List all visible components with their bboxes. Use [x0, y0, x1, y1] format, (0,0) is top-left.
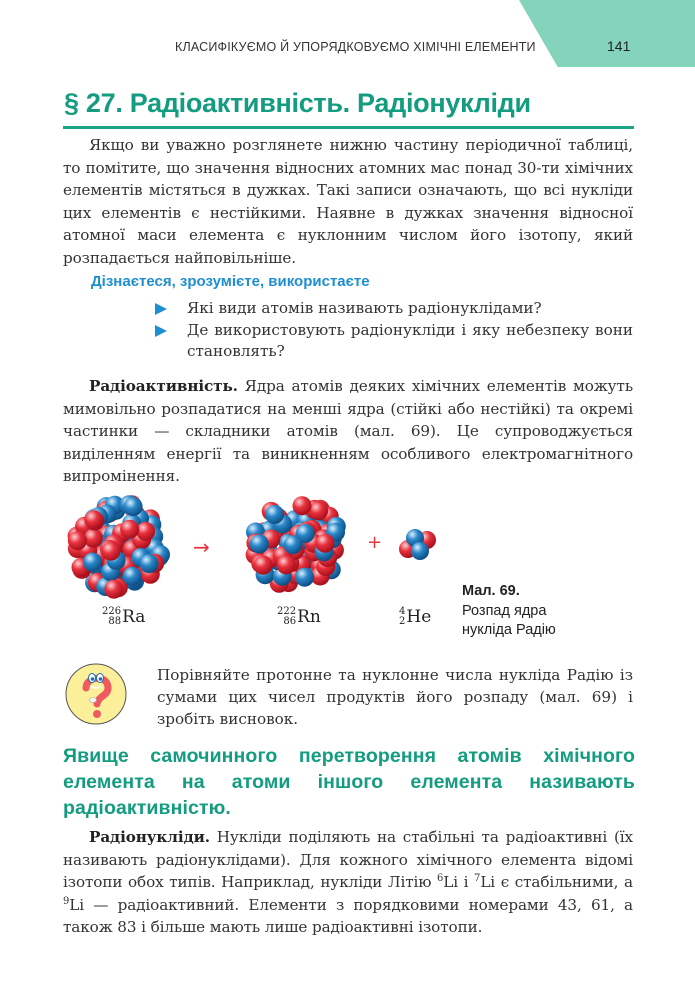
neutron: [250, 535, 269, 554]
helium-nucleus-illustration: [398, 527, 438, 562]
isotope-symbol: Li: [480, 873, 496, 891]
proton: [316, 534, 335, 553]
text-segment: є стабільними, а: [495, 873, 633, 891]
radioactivity-text: Ядра атомів деяких хімічних елементів можуть мимовільно розпадатися на менші ядра (стійкі або нестійкі) та окремі частинки — складники атомів (мал. 69). Це супроводжується виділенням енергії та виникненням особливого електромагнітного випромінення.: [63, 377, 633, 485]
proton: [104, 580, 123, 599]
radon-nucleus-illustration: [242, 491, 352, 601]
element-symbol: Rn: [297, 607, 321, 627]
definition-statement: Явище самочинного перетворення атомів хімічного елемента на атоми іншого елемента називають радіоактивністю.: [63, 745, 635, 819]
neutron: [411, 542, 429, 560]
caption-line: нукліда Радію: [462, 622, 556, 638]
neutron: [265, 505, 284, 524]
learning-goal-item: [153, 320, 633, 363]
learning-goal-item: [153, 298, 633, 320]
nuclide-label-ra: [102, 607, 145, 627]
section-title: § 27. Радіоактивність. Радіонукліди: [64, 88, 531, 118]
title-underline: [63, 126, 634, 129]
learning-goal-text: Які види атомів називають радіонуклідами?: [187, 299, 542, 317]
nuclide-label-he: [399, 607, 431, 627]
proton: [293, 496, 312, 515]
neutron: [83, 553, 102, 572]
neutron: [284, 535, 303, 554]
radioactivity-term: Радіоактивність.: [89, 377, 238, 395]
mass-number: 222: [277, 606, 297, 617]
isotope-mass: 6: [437, 873, 444, 884]
neutron: [140, 554, 159, 573]
learning-goal-text: Де використовують радіонукліди і яку небезпеку вони становлять?: [187, 320, 633, 360]
figure-69: [55, 485, 635, 645]
atomic-number: 88: [108, 616, 122, 627]
isotope-mass: 9: [63, 895, 70, 907]
proton: [277, 555, 296, 574]
atomic-number: 2: [399, 616, 406, 627]
mass-number: 4: [399, 606, 406, 617]
isotope-symbol: Li: [69, 895, 85, 914]
radium-nucleus-illustration: [63, 491, 173, 601]
radioactivity-paragraph: [63, 375, 633, 488]
caption-label: Мал. 69.: [462, 583, 520, 599]
question-task-text: Порівняйте протонне та нуклонне числа нукліда Радію із сумами цих чисел продуктів його розпаду (мал. 69) і зробіть висновок.: [157, 666, 633, 728]
running-head: КЛАСИФІКУЄМО Й УПОРЯДКОВУЄМО ХІМІЧНІ ЕЛЕМЕНТИ: [175, 40, 536, 54]
learning-goals-heading: Дізнаєтеся, зрозумієте, використаєте: [91, 273, 370, 290]
isotope-symbol: Li: [443, 873, 459, 891]
proton: [84, 510, 103, 529]
neutron: [124, 497, 143, 516]
isotope-mass: 7: [474, 873, 481, 884]
text-segment: — радіоактивний. Елементи з порядковими номерами 43, 61, а також 83 і більше мають лише радіоактивні ізотопи.: [63, 895, 633, 936]
proton: [120, 520, 139, 539]
triangle-bullet-icon: [155, 325, 167, 337]
neutron: [295, 568, 314, 587]
reaction-arrow: →: [193, 535, 210, 559]
caption-line: Розпад ядра: [462, 602, 547, 619]
reaction-plus: +: [367, 532, 383, 553]
proton: [254, 556, 273, 575]
nuclide-label-rn: [277, 607, 321, 627]
proton: [68, 531, 87, 550]
learning-goals-list: [153, 298, 633, 363]
element-symbol: Ra: [122, 607, 146, 627]
atomic-number: 86: [283, 616, 297, 627]
question-mark-icon: [64, 662, 128, 726]
mass-number: 226: [102, 606, 122, 617]
intro-paragraph: Якщо ви уважно розглянете нижню частину періодичної таблиці, то помітите, що значення відносних атомних мас понад 30-ти хімічних елементів містяться в дужках. Такі записи означають, що всі нукліди цих елементів є нестійкими. Наявне в дужках значення відносної атомної маси елемента є нуклонним числом його ізотопу, який розпадається найповільніше.: [63, 136, 633, 267]
element-symbol: He: [406, 607, 432, 627]
radionuclides-paragraph: [63, 826, 633, 939]
proton: [136, 522, 155, 541]
proton: [101, 542, 120, 561]
triangle-bullet-icon: [155, 303, 167, 315]
page-number: 141: [607, 38, 631, 54]
text-segment: і: [458, 873, 475, 891]
proton: [309, 501, 328, 520]
page-corner-tab: [519, 0, 695, 67]
proton: [84, 529, 103, 548]
radionuclides-term: Радіонукліди.: [89, 828, 210, 846]
figure-caption: [462, 582, 556, 641]
neutron: [123, 567, 142, 586]
text-segment: Нукліди поділяють на стабільні та радіоактивні (їх називають радіонуклідами). Для кожного хімічного елемента відомі ізотопи обох типів. Наприклад, нукліди Літію: [63, 828, 633, 891]
